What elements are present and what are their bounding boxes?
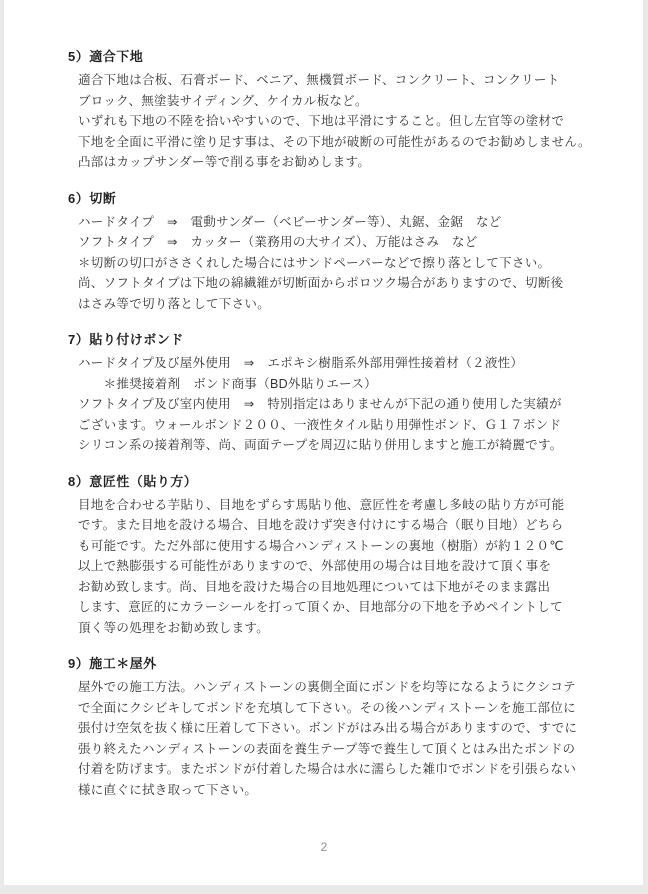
section-body — [78, 70, 608, 173]
text-line: 下地を全面に平滑に塗り足す事は、その下地が破断の可能性があるのでお勧めしません。 — [78, 134, 591, 149]
text-line: 凸部はカップサンダー等で削る事をお勧めします。 — [78, 155, 371, 169]
text-line: 目地を合わせる芋貼り、目地をずらす馬貼り他、意匠性を考慮し多岐の貼り方が可能 — [78, 497, 565, 512]
text-line: いずれも下地の不陸を拾いやすいので、下地は平滑にすること。但し左官等の塗材で — [78, 114, 565, 128]
text-line: ソフトタイプ及び室内使用 ⇒ 特別指定はありませんが下記の通り使用した実績が — [78, 397, 562, 411]
section-9-sekou-okugai — [68, 653, 608, 800]
text-line: も可能です。ただ外部に使用する場合ハンディストーンの裏地（樹脂）が約１２０℃ — [78, 538, 564, 553]
text-line: シリコン系の接着剤等、尚、両面テープを周辺に貼り併用しますと施工が綺麗です。 — [78, 438, 563, 452]
section-heading: 8）意匠性（貼り方） — [68, 473, 198, 489]
text-line: ＊推奨接着剤 ボンド商事（BD外貼りエース） — [78, 376, 377, 391]
section-heading: 6）切断 — [68, 190, 117, 206]
page-edge-left — [0, 0, 4, 894]
text-line: ＊切断の切口がささくれした場合にはサンドペーパーなどで擦り落として下さい。 — [78, 255, 551, 270]
text-line: 以上で熱膨張する可能性がありますので、外部使用の場合は目地を設けて頂く事を — [78, 559, 552, 573]
text-line: ハードタイプ及び屋外使用 ⇒ エポキシ樹脂系外部用弾性接着材（２液性） — [78, 356, 524, 370]
text-line: はさみ等で切り落として下さい。 — [78, 296, 271, 311]
text-line: ブロック、無塗装サイディング、ケイカル板など。 — [78, 93, 368, 108]
text-line: ソフトタイプ ⇒ カッター（業務用の大サイズ）、万能はさみ など — [78, 235, 478, 249]
page-edge-right — [643, 0, 648, 894]
text-line: ございます。ウォールボンド２００、一液性タイル貼り用弾性ボンド、Ｇ１７ボンド — [78, 417, 562, 432]
section-heading: 9）施工＊屋外 — [68, 656, 157, 671]
section-body — [78, 677, 608, 800]
text-line: 付着を防げます。またボンドが付着した場合は水に濡らした雑巾でボンドを引張らない — [78, 762, 577, 776]
text-line: 適合下地は合板、石膏ボード、ベニア、無機質ボード、コンクリート、コンクリート — [78, 73, 560, 87]
document-content — [68, 46, 608, 815]
text-line: お勧め致します。尚、目地を設けた場合の目地処理については下地がそのまま露出 — [78, 579, 551, 594]
text-line: 張付け空気を抜く様に圧着して下さい。ボンドがはみ出る場合がありますので、すでに — [78, 721, 578, 735]
section-6-setsudan — [68, 188, 608, 315]
text-line: 張り終えたハンディストーンの表面を養生テープ等で養生して頂くとはみ出たボンドの — [78, 741, 576, 756]
text-line: 尚、ソフトタイプは下地の綿繊維が切断面からポロツク場合がありますので、切断後 — [78, 276, 564, 290]
section-8-ishosei — [68, 471, 608, 639]
page-number: 2 — [320, 840, 328, 854]
page-edge-bottom — [0, 885, 648, 894]
text-line: ハードタイプ ⇒ 電動サンダー（ベビーサンダー等）、丸鋸、金鋸 など — [78, 214, 502, 229]
section-5-tekigoshitaji — [68, 46, 608, 173]
section-body — [78, 212, 608, 315]
section-body — [78, 495, 608, 639]
text-line: で全面にクシビキしてボンドを充填して下さい。その後ハンディストーンを施工部位に — [78, 700, 576, 715]
text-line: 屋外での施工方法。ハンディストーンの裏側全面にボンドを均等になるようにクシコテ — [78, 680, 576, 694]
section-heading: 5）適合下地 — [68, 49, 144, 64]
text-line: です。また目地を設ける場合、目地を設けず突き付けにする場合（眠り目地）どちら — [78, 518, 564, 532]
section-heading: 7）貼り付けボンド — [68, 332, 184, 347]
text-line: 頂く等の処理をお勧め致します。 — [78, 620, 270, 635]
section-7-haritsuke-bond — [68, 329, 608, 456]
text-line: 様に直ぐに拭き取って下さい。 — [78, 782, 258, 797]
text-line: します、意匠的にカラーシールを打って頂くか、目地部分の下地を予めペイントして — [78, 600, 563, 614]
section-body — [78, 353, 608, 456]
